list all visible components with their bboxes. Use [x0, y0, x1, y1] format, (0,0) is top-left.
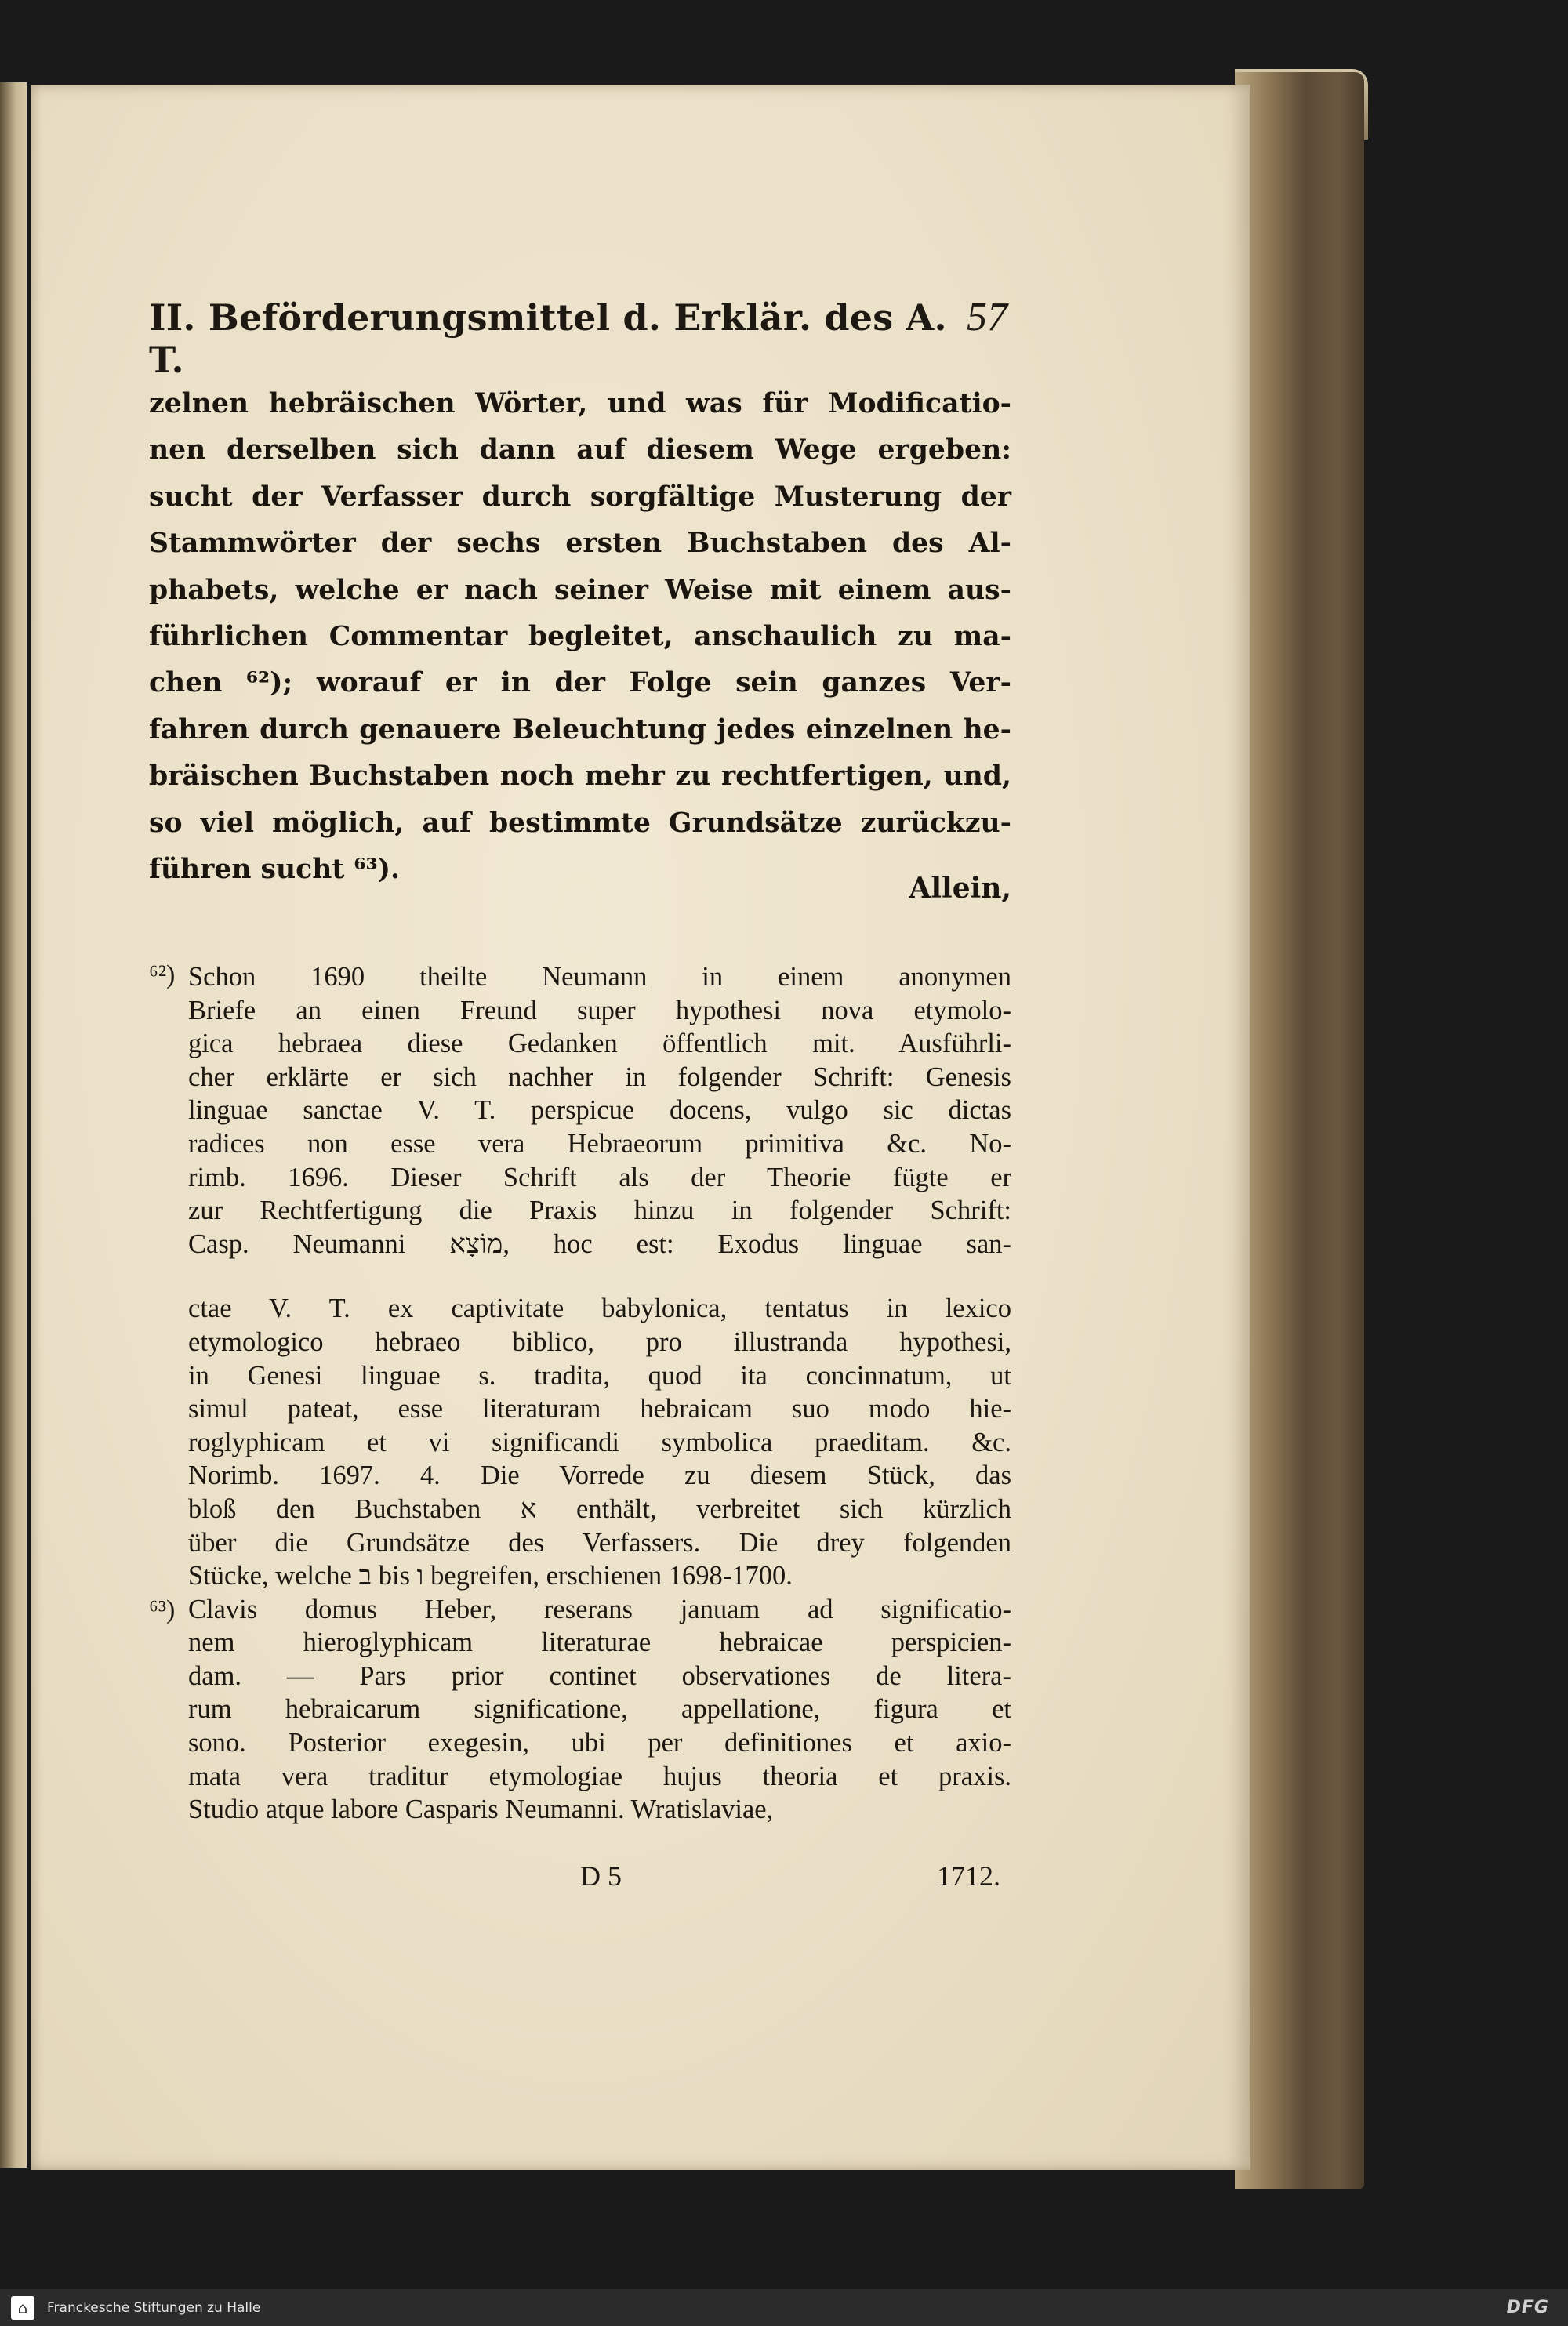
- footnote-line: roglyphicam et vi significandi symbolica praeditam. &c.: [188, 1427, 1011, 1457]
- footnote-line: Briefe an einen Freund super hypothesi nova etymolo-: [188, 995, 1011, 1025]
- footnote-line: rum hebraicarum significatione, appellatione, figura et: [188, 1694, 1011, 1725]
- footnote-line: Schon 1690 theilte Neumann in einem anonymen: [188, 962, 1011, 992]
- footnote-line: Casp. Neumanni מוֹצָא, hoc est: Exodus linguae san-: [188, 1228, 1011, 1259]
- footnote-line: ctae V. T. ex captivitate babylonica, tentatus in lexico: [188, 1294, 1011, 1324]
- catchword: Allein,: [909, 872, 1011, 905]
- footnote-line: radices non esse vera Hebraeorum primitiva &c. No-: [188, 1128, 1011, 1159]
- dfg-logo: DFG: [1506, 2298, 1549, 2317]
- book-block-edge: [1235, 72, 1364, 2189]
- footnote-line: linguae sanctae V. T. perspicue docens, vulgo sic dictas: [188, 1095, 1011, 1126]
- viewer-footer: [0, 2289, 1568, 2326]
- facing-page-edge: [0, 82, 27, 2168]
- footnote-line: gica hebraea diese Gedanken öffentlich mit. Ausführli-: [188, 1029, 1011, 1059]
- text-line: führen sucht ⁶³).: [149, 853, 401, 885]
- library-credit: [0, 2296, 260, 2320]
- text-line: sucht der Verfasser durch sorgfältige Musterung der: [149, 481, 1011, 513]
- footnote-line: Stücke, welche ב bis ו begreifen, erschienen 1698-1700.: [188, 1561, 793, 1591]
- text-line: Stammwörter der sechs ersten Buchstaben des Al-: [149, 528, 1011, 560]
- footnote-line: etymologico hebraeo biblico, pro illustranda hypothesi,: [188, 1326, 1011, 1357]
- footnote-year: 1712.: [937, 1860, 1000, 1892]
- text-line: zelnen hebräischen Wörter, und was für Modificatio-: [149, 388, 1011, 419]
- text-line: so viel möglich, auf bestimmte Grundsätze zurückzu-: [149, 807, 1011, 839]
- text-line: bräischen Buchstaben noch mehr zu rechtfertigen, und,: [149, 760, 1011, 793]
- signature-mark: D 5: [580, 1860, 622, 1892]
- library-name: Franckesche Stiftungen zu Halle: [47, 2299, 261, 2316]
- page-number: 57: [967, 295, 1007, 339]
- footnote-line: sono. Posterior exegesin, ubi per definitiones et axio-: [188, 1728, 1011, 1758]
- text-line: chen ⁶²); worauf er in der Folge sein ganzes Ver-: [149, 667, 1011, 699]
- footnote-line: dam. — Pars prior continet observationes de litera-: [188, 1660, 1011, 1691]
- footnote-line: in Genesi linguae s. tradita, quod ita concinnatum, ut: [188, 1360, 1011, 1391]
- footnotes: [149, 960, 1012, 1827]
- text-line: nen derselben sich dann auf diesem Wege ergeben:: [149, 434, 1011, 466]
- running-head-title: II. Beförderungsmittel d. Erklär. des A. T.: [149, 296, 947, 381]
- footnote-62-marker: ⁶²): [149, 960, 176, 989]
- library-logo-icon: ⌂: [11, 2296, 34, 2320]
- footnote-63-marker: ⁶³): [149, 1595, 176, 1624]
- footnote-line: über die Grundsätze des Verfassers. Die drey folgenden: [188, 1527, 1011, 1558]
- footnote-line: Clavis domus Heber, reserans januam ad significatio-: [188, 1594, 1011, 1624]
- footnote-line: rimb. 1696. Dieser Schrift als der Theorie fügte er: [188, 1162, 1011, 1192]
- footnote-line: bloß den Buchstaben א enthält, verbreitet sich kürzlich: [188, 1493, 1012, 1524]
- text-line: fahren durch genauere Beleuchtung jedes einzelnen he-: [149, 713, 1011, 746]
- footnote-line: zur Rechtfertigung die Praxis hinzu in folgender Schrift:: [188, 1196, 1011, 1226]
- footnote-line: mata vera traditur etymologiae hujus theoria et praxis.: [188, 1761, 1011, 1791]
- text-line: phabets, welche er nach seiner Weise mit einem aus-: [149, 574, 1011, 606]
- footnote-line: nem hieroglyphicam literaturae hebraicae perspicien-: [188, 1627, 1011, 1658]
- footnote-line: cher erklärte er sich nachher in folgender Schrift: Genesis: [188, 1061, 1011, 1092]
- footnote-line: Norimb. 1697. 4. Die Vorrede zu diesem Stück, das: [188, 1461, 1011, 1491]
- main-text: [149, 381, 1011, 893]
- running-head: [149, 294, 1007, 381]
- text-line: führlichen Commentar begleitet, anschaulich zu ma-: [149, 620, 1011, 652]
- footnote-line: simul pateat, esse literaturam hebraicam suo modo hie-: [188, 1394, 1011, 1424]
- footnote-line: Studio atque labore Casparis Neumanni. Wratislaviae,: [188, 1794, 774, 1825]
